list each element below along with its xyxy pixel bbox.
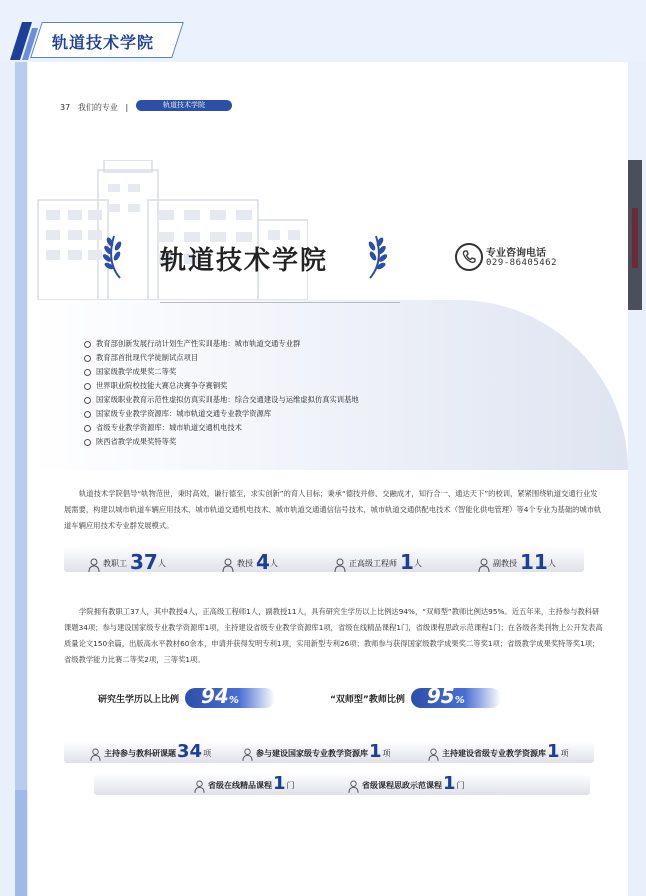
left-decor-strip-dark: [15, 790, 27, 896]
right-edge-photo-detail: [632, 208, 638, 268]
ratio-pill: [411, 684, 501, 708]
stat-unit: 人: [413, 559, 422, 568]
list-item: 陕西省教学成果奖特等奖: [84, 435, 359, 449]
stat-value: 4: [256, 550, 270, 574]
list-item: 国家级专业教学资源库：城市轨道交通专业教学资源库: [84, 407, 359, 421]
person-icon: [478, 558, 490, 572]
page-header-pill: [136, 100, 232, 111]
achievement-unit: 项: [382, 749, 391, 758]
achievement-value: 1: [443, 773, 456, 794]
achievement-label: 主持参与教科研课题: [104, 749, 176, 758]
achievement-value: 1: [369, 741, 382, 762]
stat-unit: 人: [157, 559, 166, 568]
list-item: 世界职业院校技能大赛总决赛争夺赛铜奖: [84, 379, 359, 393]
phone-label: 专业咨询电话: [486, 248, 546, 259]
ratio-value-wrap: [201, 684, 239, 708]
list-item: 教育部首批现代学徒制试点项目: [84, 351, 359, 365]
person-icon: [90, 748, 101, 761]
hero-title: 轨道技术学院: [160, 246, 329, 276]
section-banner: [0, 0, 646, 62]
achievements-bar-2: [94, 773, 590, 795]
page-number: 37: [60, 103, 71, 112]
ratio-label: “双师型”教师比例: [330, 694, 405, 705]
highlights-list: [84, 337, 359, 449]
building-illustration: [28, 160, 308, 300]
achievement-unit: 项: [560, 749, 569, 758]
stat-associate-professors: [478, 548, 556, 572]
achievement-provincial-resource: [428, 741, 569, 761]
laurel-right-icon: [362, 232, 390, 280]
stat-senior-engineers: [334, 548, 422, 572]
stat-label: 正高级工程师: [349, 559, 397, 568]
list-item: 国家级教学成果奖二等奖: [84, 365, 359, 379]
left-decor-strip: [15, 62, 27, 896]
achievement-value: 34: [177, 741, 203, 762]
stat-staff: [88, 548, 166, 572]
page-section: 我们的专业: [77, 103, 118, 112]
stat-value: 37: [130, 550, 158, 574]
achievement-label: 省级在线精品课程: [208, 781, 272, 790]
stat-value: 11: [520, 550, 548, 574]
ratio-label: 研究生学历以上比例: [98, 694, 180, 705]
list-item: 省级专业教学资源库：城市轨道交通机电技术: [84, 421, 359, 435]
achievement-label: 省级课程思政示范课程: [362, 781, 442, 790]
person-icon: [222, 558, 234, 572]
page-header-separator: |: [125, 103, 129, 112]
achievement-online-course: [194, 773, 295, 793]
intro-paragraph: 轨道技术学院倡导“轨物范世，秉时高效，谦行德至，求实创新”的育人目标；秉承“德技并修、交融成才，知行合一、通达天下”的校训，紧紧围绕轨道交通行业发展需要，构建以城市轨道车辆应用技术、城市轨道交通机电技术、城市轨道交通通信信号技术、城市轨道交通供配电技术（智能化供电管理）等4个专业为基础的城市轨道车辆应用技术专业群发展模式。: [64, 489, 602, 530]
ratio-value-wrap: [427, 684, 465, 708]
ratio-pill: [185, 684, 275, 708]
list-item: 国家级职业教育示范性虚拟仿真实训基地：综合交通建设与运维虚拟仿真实训基地: [84, 393, 359, 407]
ratio-graduate: [98, 685, 275, 711]
stat-unit: 人: [269, 559, 278, 568]
achievement-unit: 门: [456, 781, 465, 790]
page-header-pill-label: 轨道技术学院: [163, 101, 205, 109]
achievement-value: 1: [273, 773, 286, 794]
stat-label: 教职工: [103, 559, 127, 568]
stat-value: 1: [400, 550, 414, 574]
achievement-unit: 门: [286, 781, 295, 790]
achievement-national-resource: [242, 741, 391, 761]
ratio-value: 95: [426, 684, 455, 708]
laurel-left-icon: [100, 232, 128, 280]
page-header: [60, 102, 128, 113]
achievement-research: [90, 741, 211, 761]
achievement-unit: 项: [203, 749, 212, 758]
person-icon: [334, 558, 346, 572]
stat-label: 教授: [237, 559, 253, 568]
list-item: 教育部创新发展行动计划生产性实训基地：城市轨道交通专业群: [84, 337, 359, 351]
stat-label: 副教授: [493, 559, 517, 568]
achievement-label: 主持建设省级专业教学资源库: [442, 749, 546, 758]
ratio-unit: %: [228, 695, 239, 706]
ratio-value: 94: [201, 684, 229, 708]
person-icon: [194, 780, 205, 793]
ratio-unit: %: [454, 695, 465, 706]
phone-number: 029-86405462: [486, 258, 558, 268]
person-icon: [242, 748, 253, 761]
phone-icon: [455, 243, 483, 271]
hero-underline: [160, 302, 400, 303]
achievement-value: 1: [547, 741, 560, 762]
achievement-label: 参与建设国家级专业教学资源库: [256, 749, 368, 758]
stat-professors: [222, 548, 278, 572]
person-icon: [88, 558, 100, 572]
stat-unit: 人: [547, 559, 556, 568]
banner-title: 轨道技术学院: [52, 33, 155, 52]
faculty-paragraph: 学院拥有教职工37人，其中教授4人，正高级工程师1人，副教授11人，具有研究生学历以上比例达94%，“双师型”教师比例达95%。近五年来，主持参与教科研课题34项；参与建设国家级专业教学资源库1项，主持建设省级专业教学资源库1项，省级在线精品课程1门，省级课程思政示范课程1门；在各级各类刊物上公开发表高质量论文150余篇，出版高水平教材60余本，申请并获得发明专利1项，实用新型专利26项；教师参与获得国家级教学成果奖二等奖1项；省级教学成果奖特等奖1项；省级教学能力比赛二等奖2项，三等奖1项。: [64, 607, 603, 664]
ratio-dual-qualified: [330, 685, 501, 711]
achievement-ideological-course: [348, 773, 465, 793]
person-icon: [348, 780, 359, 793]
person-icon: [428, 748, 439, 761]
